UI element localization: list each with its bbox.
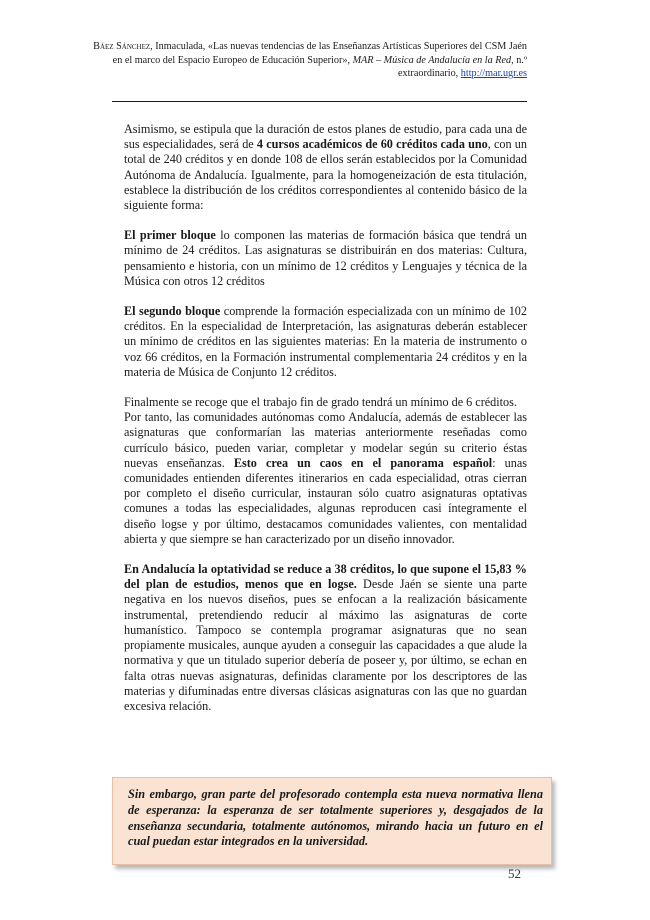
paragraph-first-block bbox=[124, 228, 527, 289]
paragraph-text: comprende la formación especializada con un mínimo de 102 créditos. En la especialidad de Interpretación, las asignaturas deberán establecer un mínimo de créditos en las siguientes materias: En la materia de instrumento o voz 66 créditos, en la Formación instrumental complementaria 24 créditos y en la materia de Música de Conjunto 12 créditos. bbox=[124, 304, 527, 379]
paragraph-text: , con un total de 240 créditos y en donde 108 de ellos serán establecidos por la Comunidad Autónoma de Andalucía. Igualmente, para la homogeneización de esta titulación, establece la distribución de los créditos correspondientes al contenido básico de la siguiente forma: bbox=[124, 137, 527, 213]
paragraph-text: : unas comunidades entienden diferentes itinerarios en cada especialidad, otras cierran por completo el diseño curricular, instauran sólo cuatro asignaturas optativas comunes a todas las especialidades, algunas reproducen casi íntegramente el diseño logse y por último, destacamos comunidades valientes, con mentalidad abierta y que siempre se han caracterizado por un diseño innovador. bbox=[124, 455, 527, 546]
paragraph-duration bbox=[124, 122, 527, 213]
paragraph-bold: El segundo bloque bbox=[124, 304, 221, 319]
header-citation: , Inmaculada, «Las nuevas tendencias de las Enseñanzas Artísticas Superiores del CSM Jaén en el marco del Espacio Europeo de Educación Superior», bbox=[112, 41, 527, 66]
paragraph-communities bbox=[124, 410, 527, 547]
paragraph-bold: En Andalucía la optatividad se reduce a 38 créditos, lo que supone el 15,83 % del plan de estudios, menos que en logse. bbox=[124, 562, 527, 592]
paragraph-text: Desde Jaén se siente una parte negativa en los nuevos diseños, pues se enfocan a la realización básicamente instrumental, pretendiendo reducir al máximo las asignaturas de corte humanístico. Tampoco se contempla programar asignaturas que no sean propiamente musicales, aunque ayuden a conseguir las capacidades a que alude la normativa y que un titulado superior debería de poseer y, por último, se echan en falta otras nuevas asignaturas, definidas claramente por los descriptores de las materias y difuminadas entre diversas clásicas asignaturas con las que no guardan excesiva relación. bbox=[124, 577, 527, 713]
paragraph-bold: Esto crea un caos en el panorama español bbox=[233, 455, 493, 470]
paragraph-bold: El primer bloque bbox=[124, 228, 216, 243]
header-url-link[interactable]: http://mar.ugr.es bbox=[460, 68, 527, 80]
paragraph-andalucia bbox=[124, 562, 527, 714]
article-body bbox=[90, 122, 527, 714]
header-divider bbox=[112, 101, 527, 102]
paragraph-bold: 4 cursos académicos de 60 créditos cada uno bbox=[256, 137, 488, 152]
page-number: 52 bbox=[508, 866, 521, 881]
header-author: Báez Sánchez bbox=[93, 41, 151, 52]
callout-text: Sin embargo, gran parte del profesorado contempla esta nueva normativa llena de esperanza: la esperanza de ser totalmente superiores y, desgajados de la enseñanza secundaria, totalmente autónomos, mirando hacia un futuro en el cual puedan estar integrados en la universidad. bbox=[128, 787, 543, 849]
paragraph-final-project: Finalmente se recoge que el trabajo fin de grado tendrá un mínimo de 6 créditos. bbox=[124, 395, 517, 410]
header-journal: MAR – Música de Andalucía en la Red bbox=[352, 54, 512, 66]
paragraph-second-block bbox=[124, 304, 527, 380]
running-header bbox=[90, 40, 527, 81]
header-issue: , n.º extraordinario, bbox=[397, 54, 527, 80]
paragraph-text: lo componen las materias de formación básica que tendrá un mínimo de 24 créditos. Las asignaturas se distribuirán en dos materias: Cultura, pensamiento e historia, con un mínimo de 12 créditos y Lenguajes y técnica de la Música con otros 12 créditos bbox=[124, 228, 527, 288]
paragraph-text: Por tanto, las comunidades autónomas como Andalucía, además de establecer las asignaturas que conformarían las materias anteriormente reseñadas como currículo básico, pueden variar, completar y modelar según su criterio éstas nuevas enseñanzas. bbox=[124, 410, 527, 470]
highlight-callout bbox=[112, 777, 552, 865]
paragraph-text: Asimismo, se estipula que la duración de estos planes de estudio, para cada una de sus especialidades, será de bbox=[124, 122, 527, 152]
